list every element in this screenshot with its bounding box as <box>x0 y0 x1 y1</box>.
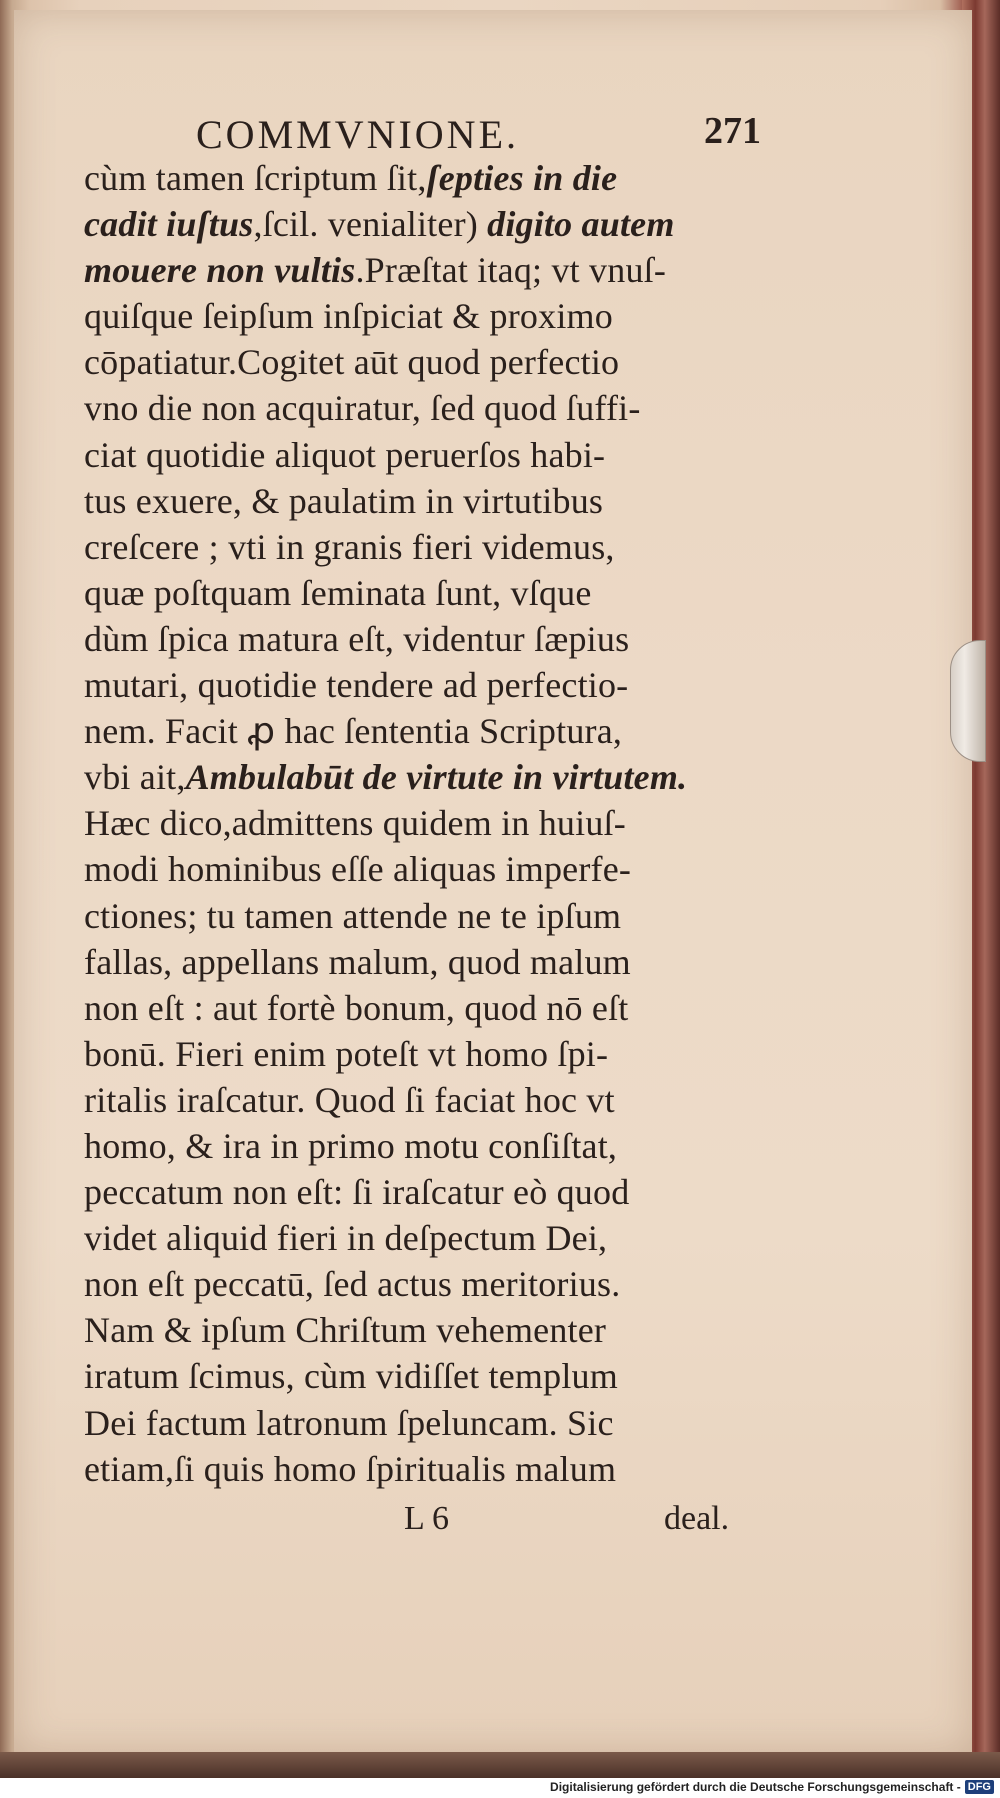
text-line <box>84 1307 784 1353</box>
text-segment: videt aliquid fieri in deſpectum Dei, <box>84 1218 608 1259</box>
text-segment: peccatum non eſt: ſi iraſcatur eò quod <box>84 1172 630 1213</box>
text-segment: quæ poſtquam ſeminata ſunt, vſque <box>84 572 592 613</box>
credit-text: Digitalisierung gefördert durch die Deutsche Forschungsgemeinschaft - <box>550 1780 961 1794</box>
text-line <box>84 754 784 800</box>
digitization-credit <box>550 1778 994 1796</box>
text-segment: vno die non acquiratur, ſed quod ſuffi- <box>84 388 641 429</box>
text-line <box>84 524 784 570</box>
text-line <box>84 846 784 892</box>
text-segment: fallas, appellans malum, quod malum <box>84 941 631 982</box>
text-segment: tus exuere, & paulatim in virtutibus <box>84 480 604 521</box>
text-line <box>84 293 784 339</box>
text-segment: dùm ſpica matura eſt, videntur ſæpius <box>84 618 630 659</box>
text-line <box>84 662 784 708</box>
text-line <box>84 339 784 385</box>
text-segment: .Præſtat itaq; vt vnuſ- <box>355 250 667 291</box>
text-line <box>84 939 784 985</box>
text-line <box>84 985 784 1031</box>
text-segment: Dei factum latronum ſpeluncam. Sic <box>84 1402 614 1443</box>
text-segment: mutari, quotidie tendere ad perfectio- <box>84 665 629 706</box>
italic-segment: Ambulabūt de virtute in virtutem. <box>185 757 688 798</box>
text-segment: iratum ſcimus, cùm vidiſſet templum <box>84 1356 618 1397</box>
text-segment: ritalis iraſcatur. Quod ſi faciat hoc vt <box>84 1079 615 1120</box>
text-line <box>84 201 784 247</box>
text-line <box>84 432 784 478</box>
text-line <box>84 893 784 939</box>
text-segment: non eſt : aut fortè bonum, quod nō eſt <box>84 987 629 1028</box>
body-text <box>84 155 784 1492</box>
text-line <box>84 1123 784 1169</box>
text-segment: ctiones; tu tamen attende ne te ipſum <box>84 895 622 936</box>
scan-bottom-board <box>0 1752 1000 1778</box>
text-line <box>84 1077 784 1123</box>
text-line <box>84 1261 784 1307</box>
catchword: deal. <box>664 1500 730 1537</box>
page-tab-marker <box>950 640 986 762</box>
text-segment: ,ſcil. venialiter) <box>253 204 488 245</box>
text-segment: Hæc dico,admittens quidem in huiuſ- <box>84 803 626 844</box>
text-line <box>84 1446 784 1492</box>
text-segment: bonū. Fieri enim poteſt vt homo ſpi- <box>84 1033 609 1074</box>
text-segment: homo, & ira in primo motu conſiſtat, <box>84 1125 618 1166</box>
italic-segment: ſepties in die <box>426 158 618 198</box>
text-line <box>84 1353 784 1399</box>
text-line <box>84 155 784 201</box>
page-footer <box>84 1500 784 1550</box>
text-segment: quiſque ſeipſum inſpiciat & proximo <box>84 296 613 337</box>
italic-segment: digito autem <box>487 204 675 245</box>
italic-segment: cadit iuſtus <box>84 204 254 245</box>
text-segment: cōpatiatur.Cogitet aūt quod perfectio <box>84 342 620 383</box>
text-line <box>84 478 784 524</box>
text-segment: cùm tamen ſcriptum ſit, <box>84 158 427 198</box>
text-line <box>84 1031 784 1077</box>
text-line <box>84 1169 784 1215</box>
running-title: COMMVNIONE. <box>196 112 519 157</box>
text-segment: modi hominibus eſſe aliquas imperfe- <box>84 849 632 890</box>
text-segment: ciat quotidie aliquot peruerſos habi- <box>84 434 606 475</box>
italic-segment: mouere non vultis <box>84 250 356 291</box>
text-segment: etiam,ſi quis homo ſpiritualis malum <box>84 1448 617 1489</box>
text-segment: vbi ait, <box>84 757 186 798</box>
text-line <box>84 385 784 431</box>
text-line <box>84 247 784 293</box>
text-line <box>84 1215 784 1261</box>
dfg-logo: DFG <box>965 1780 994 1794</box>
text-segment: creſcere ; vti in granis fieri videmus, <box>84 526 615 567</box>
signature-mark: L 6 <box>404 1500 450 1537</box>
book-page <box>14 10 972 1755</box>
text-line <box>84 616 784 662</box>
text-line <box>84 708 784 754</box>
text-segment: Nam & ipſum Chriſtum vehementer <box>84 1310 607 1351</box>
text-line <box>84 1400 784 1446</box>
page-number: 271 <box>704 110 761 152</box>
text-segment: nem. Facit ꝓ hac ſententia Scriptura, <box>84 711 623 752</box>
text-segment: non eſt peccatū, ſed actus meritorius. <box>84 1264 621 1305</box>
text-line <box>84 570 784 616</box>
text-line <box>84 800 784 846</box>
